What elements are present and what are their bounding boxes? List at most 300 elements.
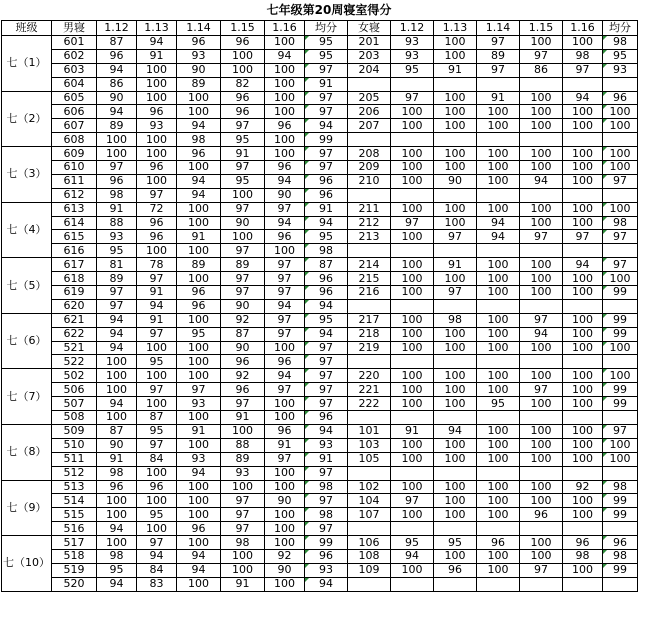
score-cell: 96 — [265, 119, 305, 133]
score-cell: 91 — [97, 452, 137, 466]
score-cell: 100 — [434, 202, 477, 216]
score-cell: 100 — [563, 563, 603, 577]
score-cell: 97 — [520, 313, 563, 327]
male-dorm-cell: 513 — [52, 480, 97, 494]
score-cell: 100 — [391, 452, 434, 466]
score-cell: 100 — [221, 480, 265, 494]
score-cell: 100 — [563, 119, 603, 133]
score-cell: 100 — [177, 341, 221, 355]
score-cell: 100 — [391, 202, 434, 216]
score-cell: 100 — [477, 438, 520, 452]
female-dorm-cell — [348, 299, 391, 313]
score-cell: 100 — [391, 397, 434, 411]
score-cell: 100 — [137, 174, 177, 188]
score-cell: 100 — [520, 549, 563, 563]
class-name-cell: 七（2） — [2, 91, 52, 147]
score-cell: 95 — [434, 536, 477, 550]
score-cell: 100 — [563, 161, 603, 175]
average-cell: 94 — [305, 577, 348, 591]
score-cell: 94 — [265, 299, 305, 313]
score-cell: 97 — [477, 63, 520, 77]
score-cell: 100 — [563, 147, 603, 161]
score-cell: 95 — [97, 244, 137, 258]
score-cell: 100 — [477, 563, 520, 577]
table-row — [2, 549, 638, 563]
score-cell — [477, 244, 520, 258]
score-cell: 100 — [177, 480, 221, 494]
average-cell: 97 — [305, 147, 348, 161]
table-row — [2, 258, 638, 272]
female-dorm-cell: 221 — [348, 383, 391, 397]
table-row — [2, 133, 638, 147]
score-cell: 100 — [434, 549, 477, 563]
score-cell: 98 — [97, 466, 137, 480]
score-cell: 94 — [434, 424, 477, 438]
male-dorm-cell: 610 — [52, 161, 97, 175]
score-cell — [391, 299, 434, 313]
average-cell: 96 — [305, 174, 348, 188]
score-cell: 98 — [97, 188, 137, 202]
table-row — [2, 49, 638, 63]
score-cell: 100 — [177, 105, 221, 119]
score-cell: 100 — [265, 133, 305, 147]
score-cell — [563, 466, 603, 480]
average-cell: 97 — [305, 105, 348, 119]
score-cell: 100 — [477, 272, 520, 286]
score-cell — [434, 299, 477, 313]
score-table — [1, 20, 638, 592]
score-cell: 100 — [520, 147, 563, 161]
male-dorm-cell: 606 — [52, 105, 97, 119]
score-cell — [477, 299, 520, 313]
score-cell: 100 — [391, 369, 434, 383]
average-cell — [603, 355, 638, 369]
score-cell: 100 — [265, 508, 305, 522]
male-dorm-cell: 619 — [52, 286, 97, 300]
score-cell: 100 — [477, 508, 520, 522]
average-cell: 99 — [603, 313, 638, 327]
female-dorm-cell: 101 — [348, 424, 391, 438]
score-cell: 100 — [137, 133, 177, 147]
score-cell: 90 — [434, 174, 477, 188]
average-cell: 97 — [305, 161, 348, 175]
average-cell: 91 — [305, 77, 348, 91]
average-cell: 97 — [305, 466, 348, 480]
score-cell: 97 — [221, 522, 265, 536]
male-dorm-cell: 607 — [52, 119, 97, 133]
score-cell: 100 — [265, 77, 305, 91]
score-cell — [434, 522, 477, 536]
score-cell: 100 — [177, 494, 221, 508]
table-row — [2, 147, 638, 161]
average-cell: 99 — [603, 508, 638, 522]
female-dorm-cell: 205 — [348, 91, 391, 105]
score-cell: 100 — [434, 508, 477, 522]
score-cell: 96 — [221, 355, 265, 369]
class-name-cell: 七（1） — [2, 36, 52, 92]
average-cell: 87 — [305, 258, 348, 272]
score-cell: 97 — [97, 161, 137, 175]
score-cell: 97 — [265, 258, 305, 272]
score-cell: 90 — [265, 188, 305, 202]
score-cell: 95 — [177, 327, 221, 341]
score-cell: 89 — [477, 49, 520, 63]
score-cell: 100 — [391, 438, 434, 452]
table-row — [2, 161, 638, 175]
male-dorm-cell: 512 — [52, 466, 97, 480]
score-cell: 89 — [177, 77, 221, 91]
average-cell: 100 — [603, 202, 638, 216]
female-dorm-cell: 108 — [348, 549, 391, 563]
header-cell: 1.13 — [434, 21, 477, 36]
score-cell: 97 — [265, 327, 305, 341]
score-cell — [520, 299, 563, 313]
score-cell: 96 — [265, 230, 305, 244]
score-cell: 97 — [221, 397, 265, 411]
female-dorm-cell: 103 — [348, 438, 391, 452]
score-cell: 100 — [391, 313, 434, 327]
score-cell — [563, 133, 603, 147]
male-dorm-cell: 508 — [52, 411, 97, 425]
score-cell: 94 — [137, 549, 177, 563]
female-dorm-cell: 109 — [348, 563, 391, 577]
header-cell: 均分 — [305, 21, 348, 36]
male-dorm-cell: 516 — [52, 522, 97, 536]
score-cell: 100 — [265, 536, 305, 550]
average-cell — [603, 77, 638, 91]
score-cell — [563, 522, 603, 536]
score-cell: 92 — [265, 549, 305, 563]
score-cell — [563, 577, 603, 591]
score-cell: 91 — [137, 286, 177, 300]
score-cell: 100 — [477, 327, 520, 341]
score-cell: 96 — [177, 299, 221, 313]
table-row — [2, 91, 638, 105]
score-cell — [477, 577, 520, 591]
table-row — [2, 480, 638, 494]
score-cell: 100 — [477, 369, 520, 383]
male-dorm-cell: 620 — [52, 299, 97, 313]
score-cell: 96 — [221, 36, 265, 50]
score-cell: 100 — [477, 383, 520, 397]
average-cell: 97 — [305, 341, 348, 355]
female-dorm-cell: 107 — [348, 508, 391, 522]
score-cell: 98 — [434, 313, 477, 327]
score-cell: 96 — [137, 230, 177, 244]
score-cell: 100 — [434, 480, 477, 494]
score-cell: 96 — [477, 536, 520, 550]
score-cell: 100 — [520, 286, 563, 300]
score-cell — [563, 244, 603, 258]
table-row — [2, 522, 638, 536]
score-cell: 100 — [177, 216, 221, 230]
score-cell — [477, 411, 520, 425]
score-cell: 90 — [221, 216, 265, 230]
score-cell — [434, 355, 477, 369]
score-cell: 90 — [221, 341, 265, 355]
average-cell: 96 — [603, 91, 638, 105]
score-cell: 100 — [477, 341, 520, 355]
score-cell: 100 — [221, 230, 265, 244]
male-dorm-cell: 506 — [52, 383, 97, 397]
score-cell: 100 — [520, 36, 563, 50]
score-cell: 97 — [137, 272, 177, 286]
class-name-cell: 七（9） — [2, 480, 52, 536]
score-cell: 100 — [520, 369, 563, 383]
score-cell: 100 — [137, 91, 177, 105]
score-cell — [391, 188, 434, 202]
score-cell: 100 — [520, 536, 563, 550]
score-cell: 98 — [563, 549, 603, 563]
score-cell: 100 — [563, 508, 603, 522]
class-name-cell: 七（3） — [2, 147, 52, 203]
score-cell: 100 — [520, 341, 563, 355]
score-cell: 84 — [137, 563, 177, 577]
score-cell: 100 — [434, 119, 477, 133]
score-cell: 96 — [177, 286, 221, 300]
average-cell — [603, 188, 638, 202]
score-cell: 97 — [221, 286, 265, 300]
average-cell: 91 — [305, 452, 348, 466]
score-cell: 100 — [97, 494, 137, 508]
score-cell: 97 — [434, 230, 477, 244]
score-cell: 90 — [97, 438, 137, 452]
score-cell: 100 — [265, 411, 305, 425]
female-dorm-cell: 216 — [348, 286, 391, 300]
score-cell: 100 — [434, 147, 477, 161]
score-cell: 97 — [221, 119, 265, 133]
average-cell: 97 — [305, 369, 348, 383]
average-cell — [603, 522, 638, 536]
score-cell: 100 — [221, 563, 265, 577]
score-cell: 91 — [434, 258, 477, 272]
score-cell: 94 — [477, 216, 520, 230]
score-cell: 89 — [97, 272, 137, 286]
score-cell: 100 — [391, 563, 434, 577]
average-cell: 94 — [305, 216, 348, 230]
score-cell: 95 — [477, 397, 520, 411]
score-cell: 100 — [563, 494, 603, 508]
average-cell — [603, 411, 638, 425]
score-cell: 97 — [434, 286, 477, 300]
score-cell: 91 — [221, 577, 265, 591]
female-dorm-cell: 209 — [348, 161, 391, 175]
score-cell: 93 — [221, 466, 265, 480]
score-cell: 100 — [391, 508, 434, 522]
score-cell: 100 — [221, 188, 265, 202]
score-cell: 97 — [265, 383, 305, 397]
score-cell: 97 — [265, 313, 305, 327]
male-dorm-cell: 502 — [52, 369, 97, 383]
score-cell: 90 — [265, 494, 305, 508]
average-cell: 97 — [305, 91, 348, 105]
average-cell: 97 — [305, 63, 348, 77]
average-cell: 94 — [305, 327, 348, 341]
score-cell: 91 — [221, 147, 265, 161]
score-cell: 100 — [434, 161, 477, 175]
score-cell: 91 — [137, 49, 177, 63]
score-cell: 95 — [391, 536, 434, 550]
average-cell: 97 — [305, 522, 348, 536]
average-cell: 94 — [305, 119, 348, 133]
score-cell: 100 — [520, 424, 563, 438]
score-cell: 94 — [137, 36, 177, 50]
score-cell: 100 — [520, 452, 563, 466]
average-cell: 98 — [305, 244, 348, 258]
score-cell: 100 — [477, 161, 520, 175]
average-cell: 97 — [305, 494, 348, 508]
class-name-cell: 七（6） — [2, 313, 52, 369]
score-cell — [391, 133, 434, 147]
score-cell: 100 — [563, 341, 603, 355]
score-cell — [391, 411, 434, 425]
score-cell — [520, 355, 563, 369]
average-cell: 95 — [305, 36, 348, 50]
score-cell: 97 — [137, 383, 177, 397]
score-cell: 100 — [434, 438, 477, 452]
score-cell: 88 — [221, 438, 265, 452]
score-cell: 100 — [221, 424, 265, 438]
average-cell: 96 — [305, 549, 348, 563]
score-cell: 89 — [177, 258, 221, 272]
male-dorm-cell: 622 — [52, 327, 97, 341]
score-cell: 87 — [137, 411, 177, 425]
score-cell: 94 — [391, 549, 434, 563]
table-row — [2, 77, 638, 91]
average-cell: 98 — [603, 36, 638, 50]
female-dorm-cell: 214 — [348, 258, 391, 272]
score-cell: 93 — [391, 36, 434, 50]
score-cell: 96 — [563, 536, 603, 550]
table-row — [2, 494, 638, 508]
average-cell — [603, 466, 638, 480]
average-cell: 98 — [305, 508, 348, 522]
male-dorm-cell: 618 — [52, 272, 97, 286]
score-cell: 100 — [520, 438, 563, 452]
male-dorm-cell: 601 — [52, 36, 97, 50]
female-dorm-cell: 204 — [348, 63, 391, 77]
male-dorm-cell: 621 — [52, 313, 97, 327]
score-cell: 97 — [520, 563, 563, 577]
score-cell: 100 — [137, 147, 177, 161]
score-cell — [563, 77, 603, 91]
score-cell: 98 — [97, 549, 137, 563]
score-cell: 98 — [563, 49, 603, 63]
score-cell: 97 — [265, 202, 305, 216]
score-cell: 100 — [221, 63, 265, 77]
score-cell — [520, 466, 563, 480]
score-cell: 100 — [177, 438, 221, 452]
score-cell: 100 — [137, 522, 177, 536]
average-cell: 97 — [305, 383, 348, 397]
female-dorm-cell: 102 — [348, 480, 391, 494]
score-cell: 100 — [434, 105, 477, 119]
score-cell: 91 — [177, 424, 221, 438]
table-row — [2, 424, 638, 438]
female-dorm-cell: 106 — [348, 536, 391, 550]
average-cell: 99 — [305, 536, 348, 550]
header-cell: 1.15 — [520, 21, 563, 36]
average-cell: 100 — [603, 341, 638, 355]
score-cell: 100 — [563, 369, 603, 383]
female-dorm-cell — [348, 244, 391, 258]
average-cell: 100 — [603, 438, 638, 452]
male-dorm-cell: 608 — [52, 133, 97, 147]
table-row — [2, 105, 638, 119]
score-cell: 96 — [177, 522, 221, 536]
table-row — [2, 536, 638, 550]
score-cell: 100 — [177, 369, 221, 383]
score-cell: 100 — [477, 174, 520, 188]
average-cell: 98 — [603, 480, 638, 494]
average-cell: 94 — [305, 424, 348, 438]
score-cell: 87 — [97, 36, 137, 50]
average-cell — [603, 577, 638, 591]
average-cell: 96 — [305, 286, 348, 300]
score-cell: 100 — [391, 383, 434, 397]
score-cell: 100 — [391, 480, 434, 494]
score-cell: 100 — [177, 272, 221, 286]
female-dorm-cell — [348, 466, 391, 480]
score-cell: 100 — [177, 202, 221, 216]
female-dorm-cell: 105 — [348, 452, 391, 466]
score-cell — [477, 188, 520, 202]
score-cell: 100 — [177, 313, 221, 327]
score-cell: 100 — [434, 272, 477, 286]
class-name-cell: 七（8） — [2, 424, 52, 480]
score-cell: 100 — [520, 494, 563, 508]
score-cell: 100 — [563, 397, 603, 411]
score-cell: 100 — [97, 536, 137, 550]
score-cell: 97 — [391, 494, 434, 508]
female-dorm-cell — [348, 188, 391, 202]
score-cell: 94 — [97, 63, 137, 77]
score-cell: 97 — [221, 508, 265, 522]
score-cell: 96 — [221, 91, 265, 105]
male-dorm-cell: 515 — [52, 508, 97, 522]
score-cell: 94 — [177, 174, 221, 188]
score-cell: 94 — [97, 313, 137, 327]
score-cell: 82 — [221, 77, 265, 91]
score-cell — [520, 188, 563, 202]
score-cell: 96 — [97, 49, 137, 63]
score-cell: 90 — [97, 91, 137, 105]
score-cell: 100 — [265, 466, 305, 480]
average-cell: 96 — [305, 272, 348, 286]
score-cell: 100 — [520, 258, 563, 272]
class-name-cell: 七（10） — [2, 536, 52, 592]
score-cell: 86 — [97, 77, 137, 91]
male-dorm-cell: 521 — [52, 341, 97, 355]
male-dorm-cell: 616 — [52, 244, 97, 258]
score-cell: 100 — [221, 549, 265, 563]
score-cell: 90 — [177, 63, 221, 77]
score-cell: 93 — [391, 49, 434, 63]
score-cell: 100 — [563, 216, 603, 230]
male-dorm-cell: 615 — [52, 230, 97, 244]
score-cell — [520, 522, 563, 536]
female-dorm-cell — [348, 577, 391, 591]
score-cell: 91 — [177, 230, 221, 244]
female-dorm-cell: 206 — [348, 105, 391, 119]
score-cell: 100 — [434, 327, 477, 341]
score-cell: 91 — [477, 91, 520, 105]
score-cell: 97 — [265, 452, 305, 466]
female-dorm-cell: 210 — [348, 174, 391, 188]
score-cell: 95 — [221, 133, 265, 147]
score-cell: 96 — [177, 36, 221, 50]
score-cell — [477, 355, 520, 369]
